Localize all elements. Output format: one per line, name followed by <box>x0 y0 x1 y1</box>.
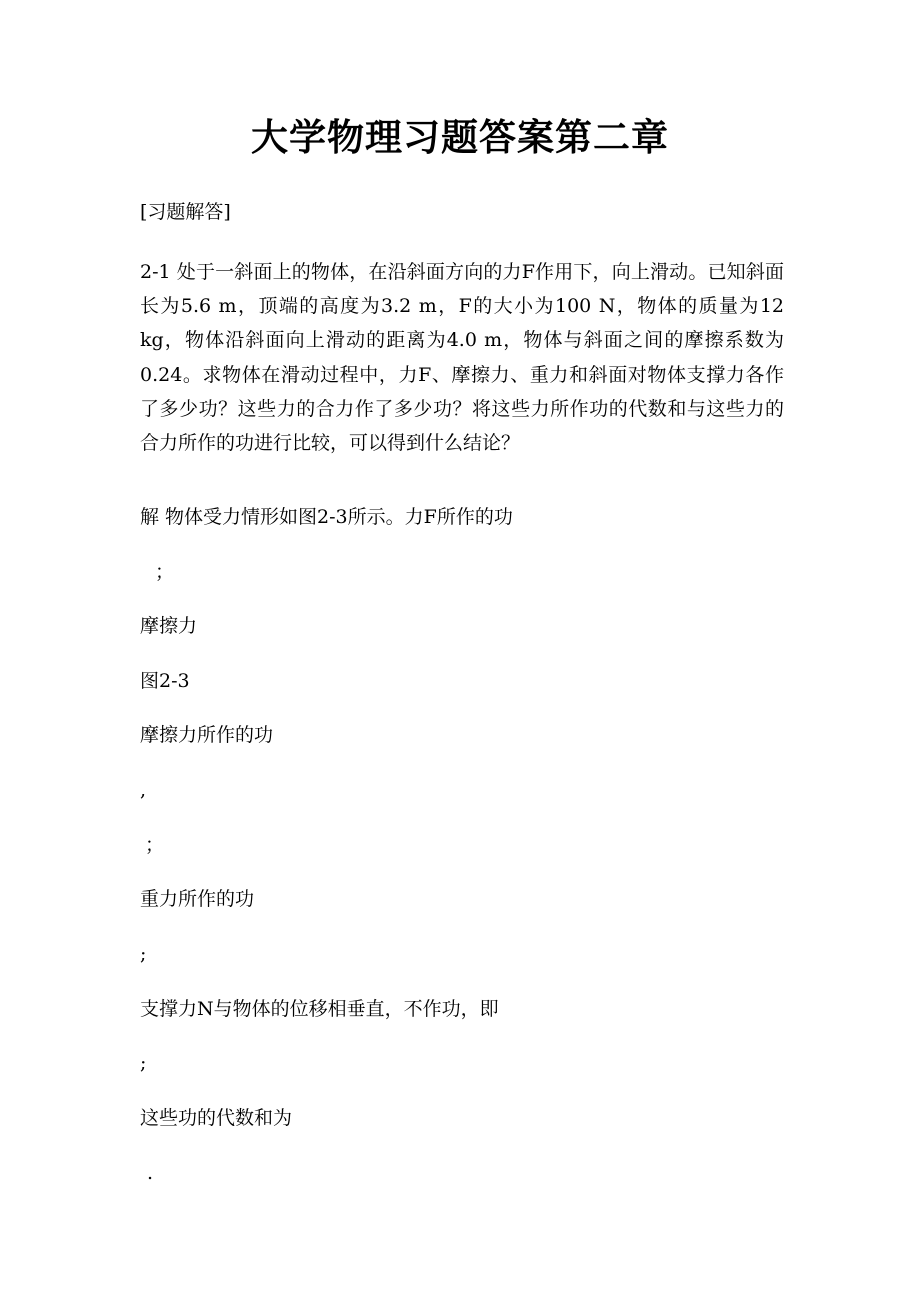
friction-label: 摩擦力 <box>140 615 198 637</box>
section-label: [习题解答] <box>140 201 231 223</box>
figure-caption: 图2-3 <box>140 670 190 692</box>
algebraic-sum-label: 这些功的代数和为 <box>140 1107 293 1129</box>
formula-placeholder-normal-work: ; <box>140 1052 147 1074</box>
normal-force-statement: 支撑力N与物体的位移相垂直，不作功，即 <box>140 998 499 1020</box>
formula-placeholder-gravity-work: ; <box>140 943 147 965</box>
friction-work-label: 摩擦力所作的功 <box>140 724 274 746</box>
problem-statement: 2-1 处于一斜面上的物体，在沿斜面方向的力F作用下，向上滑动。已知斜面长为5.6 m，顶端的高度为3.2 m，F的大小为100 N，物体的质量为12 kg，物体沿斜面向上滑动的距离为4.0 m，物体与斜面之间的摩擦系数为0.24。求物体在滑动过程中，力F、摩擦力、重力和斜面对物体支撑力各作了多少功？这些力的合力作了多少功？将这些力所作功的代数和与这些力的合力所作的功进行比较，可以得到什么结论？ <box>140 261 784 455</box>
formula-placeholder-work-f: ； <box>155 561 175 583</box>
solution-intro: 解 物体受力情形如图2-3所示。力F所作的功 <box>140 506 513 528</box>
formula-placeholder-sum: . <box>147 1162 154 1184</box>
gravity-work-label: 重力所作的功 <box>140 888 255 910</box>
formula-placeholder-comma: , <box>140 779 147 801</box>
document-title: 大学物理习题答案第二章 <box>251 115 669 159</box>
formula-placeholder-friction-work: ； <box>145 834 165 856</box>
